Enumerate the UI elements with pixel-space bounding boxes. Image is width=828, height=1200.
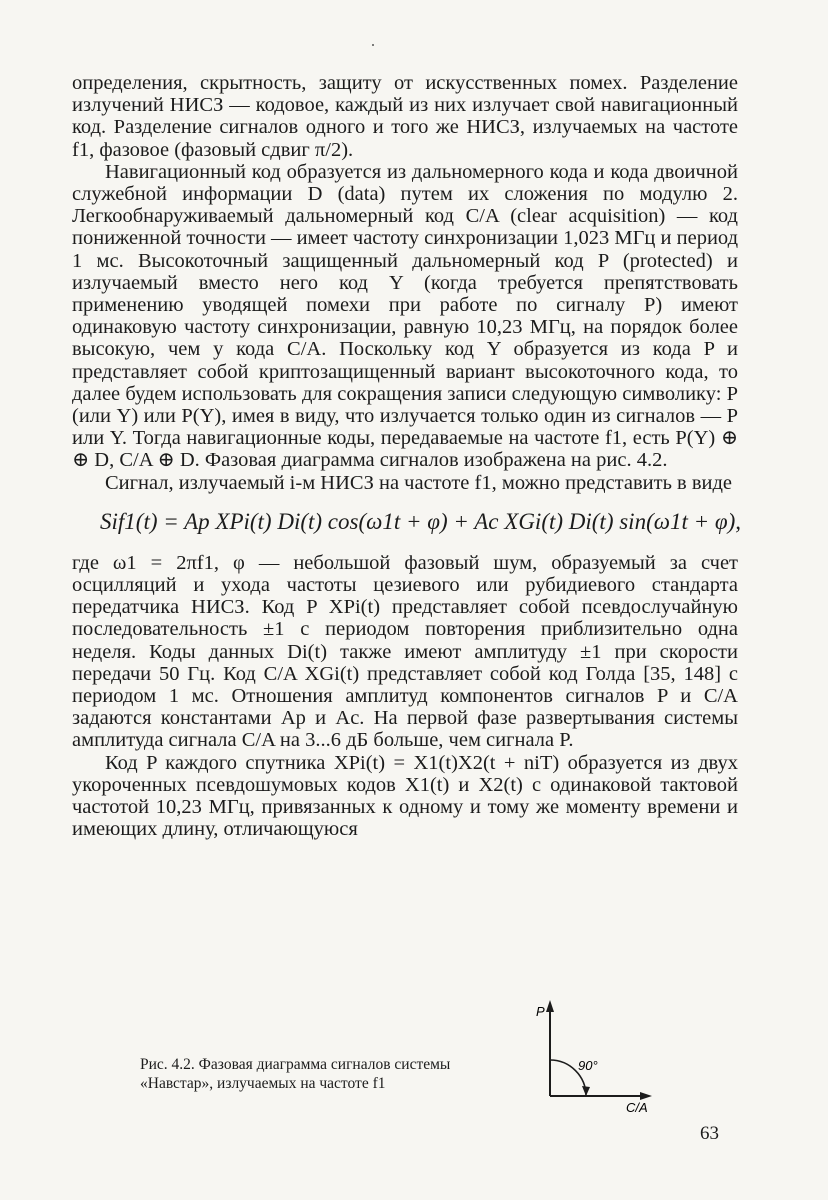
p-axis-arrow [546, 1000, 554, 1012]
speck [372, 44, 374, 46]
ca-axis-label: C/A [626, 1100, 648, 1115]
paragraph-4: где ω1 = 2πf1, φ — небольшой фазовый шум, образуемый за счет осцилляций и ухода частоты цезиевого или рубидиевого стандарта передатчика НИСЗ. Код P XPi(t) представляет собой псевдослучайную последовательность ±1 с периодом повторения приблизительно одна неделя. Коды данных Di(t) также имеют амплитуду ±1 при скорости передачи 50 Гц. Код C/A XGi(t) представляет собой код Голда [35, 148] с периодом 1 мс. Отношения амплитуд компонентов сигналов P и C/A задаются константами Ap и Ac. На первой фазе развертывания системы амплитуда сигнала C/A на 3...6 дБ больше, чем сигнала P. [72, 551, 738, 752]
paragraph-3: Сигнал, излучаемый i-м НИСЗ на частоте f1, можно представить в виде [105, 471, 733, 494]
ca-axis-arrow [640, 1092, 652, 1100]
signal-formula: Sif1(t) = Ap XPi(t) Di(t) cos(ω1t + φ) + Ac XGi(t) Di(t) sin(ω1t + φ), [100, 508, 742, 534]
figure-caption: Рис. 4.2. Фазовая диаграмма сигналов системы «Навстар», излучаемых на частоте f1 [140, 1056, 451, 1092]
paragraph-1: определения, скрытность, защиту от искусственных помех. Разделение излучений НИСЗ — кодовое, каждый из них излучает свой навигационный код. Разделение сигналов одного и того же НИСЗ, излучаемых на частоте f1, фазовое (фазовый сдвиг π/2). [72, 72, 738, 161]
paragraph-5: Код P каждого спутника XPi(t) = X1(t)X2(t + niT) образуется из двух укороченных псевдошумовых кодов X1(t) и X2(t) с одинаковой тактовой частотой 10,23 МГц, привязанных к одному и тому же моменту времени и имеющих длину, отличающуюся [72, 751, 738, 841]
phase-diagram [528, 998, 668, 1118]
body-text [72, 72, 742, 841]
page-number: 63 [700, 1123, 719, 1144]
angle-label: 90° [578, 1058, 598, 1073]
paragraph-2: Навигационный код образуется из дальномерного кода и кода двоичной служебной информации D (data) путем их сложения по модулю 2. Легкообнаруживаемый дальномерный код C/A (clear acquisition) — код пониженной точности — имеет частоту синхронизации 1,023 МГц и период 1 мс. Высокоточный защищенный дальномерный код P (protected) и излучаемый вместо него код Y (когда требуется препятствовать применению уводящей помехи при работе по сигналу P) имеют одинаковую частоту синхронизации, равную 10,23 МГц, на порядок более высокую, чем у кода C/A. Поскольку код Y образуется из кода P и представляет собой криптозащищенный вариант высокоточного кода, то далее будем использовать для сокращения записи следующую символику: P (или Y) или P(Y), имея в виду, что излучается только один из сигналов — P или Y. Тогда навигационные коды, передаваемые на частоте f1, есть P(Y) ⊕ ⊕ D, C/A ⊕ D. Фазовая диаграмма сигналов изображена на рис. 4.2. [72, 160, 738, 472]
p-axis-label: P [536, 1004, 545, 1019]
angle-arc-arrow [582, 1086, 590, 1096]
